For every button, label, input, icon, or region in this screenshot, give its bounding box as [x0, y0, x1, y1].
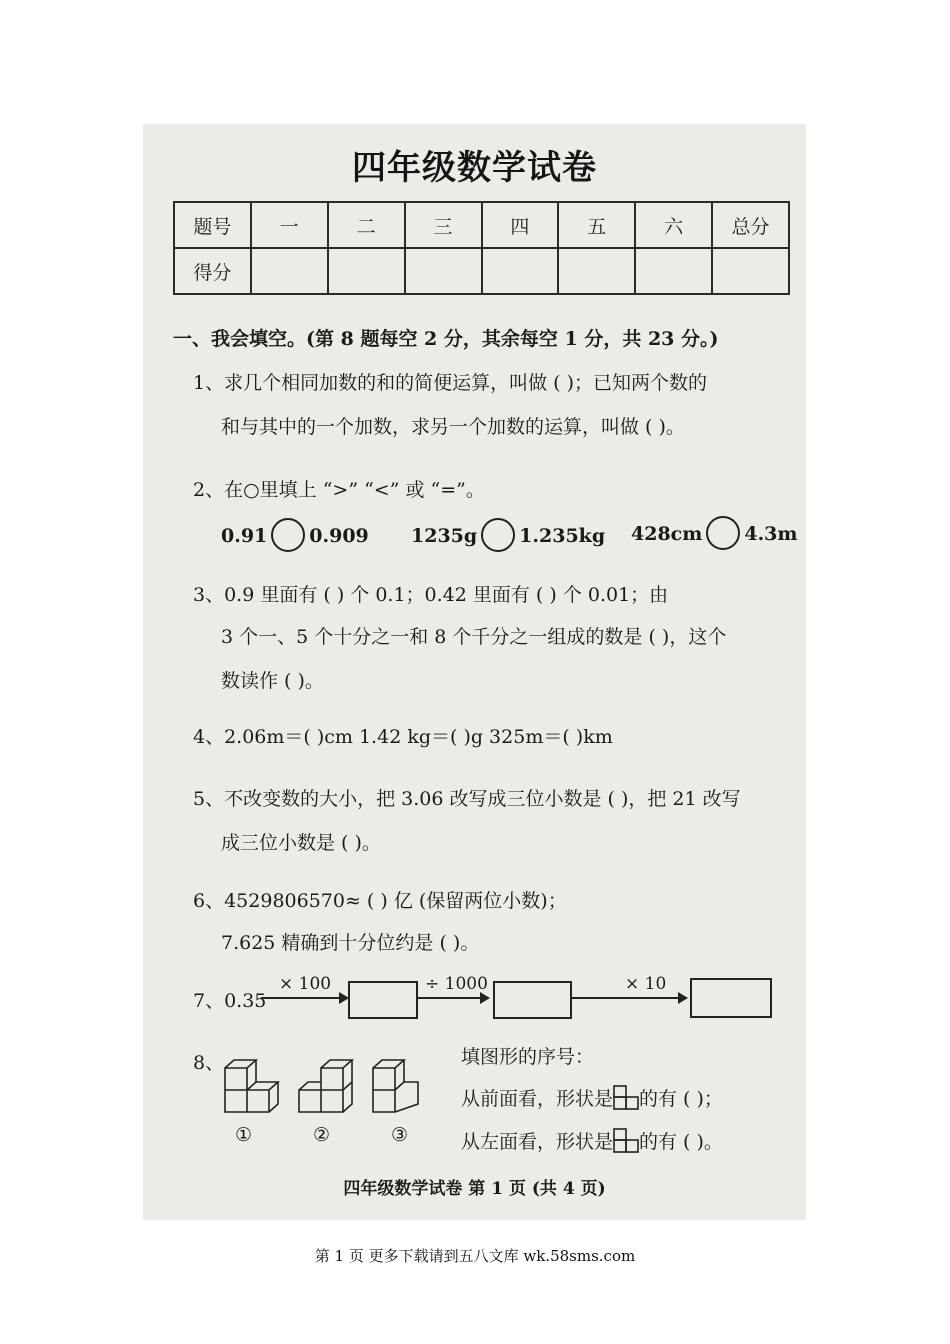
left-view-answer: 的有 ( )。	[639, 1131, 723, 1153]
question-8-front-view	[461, 1084, 723, 1113]
question-1-line-1: 1、求几个相同加数的和的简便运算，叫做 ( )；已知两个数的	[193, 372, 707, 394]
exam-title: 四年级数学试卷	[352, 148, 597, 188]
figure-label-1: ①	[235, 1124, 253, 1146]
figure-label-2: ②	[313, 1124, 331, 1146]
answer-box-3[interactable]	[690, 978, 772, 1018]
q2-right-value: 0.909	[309, 525, 369, 547]
question-2-line-1: 2、在○里填上 “>” “<” 或 “=”。	[193, 479, 485, 501]
grid-shape-icon	[613, 1085, 639, 1111]
left-view-text: 从左面看，形状是	[461, 1131, 614, 1153]
question-8-left-view	[461, 1127, 723, 1156]
q2-left-value: 1235g	[411, 525, 478, 547]
download-note: 第 1 页 更多下载请到五八文库 wk.58sms.com	[314, 1247, 636, 1265]
score-header-cell: 一	[251, 202, 328, 248]
question-3-line-1: 3、0.9 里面有 ( ) 个 0.1；0.42 里面有 ( ) 个 0.01；由	[193, 584, 669, 606]
exam-paper	[143, 124, 806, 1220]
figure-2-cubes	[299, 1060, 352, 1112]
question-5-line-1: 5、不改变数的大小，把 3.06 改写成三位小数是 ( )，把 21 改写	[193, 788, 741, 810]
figure-1-cubes	[225, 1060, 278, 1112]
score-header-cell: 二	[328, 202, 405, 248]
q2-right-value: 4.3m	[744, 523, 798, 545]
page-footer: 四年级数学试卷 第 1 页 (共 4 页)	[343, 1179, 606, 1199]
front-view-answer: 的有 ( )；	[639, 1088, 723, 1110]
score-header-cell: 五	[558, 202, 635, 248]
score-header-cell: 总分	[712, 202, 789, 248]
operation-divide-1000: ÷ 1000	[425, 974, 488, 994]
question-8-label: 8、	[193, 1052, 225, 1074]
question-7-start: 7、0.35	[193, 990, 267, 1012]
question-8-prompt: 填图形的序号：	[461, 1046, 595, 1068]
question-3-line-3: 数读作 ( )。	[221, 670, 324, 692]
question-5-line-2: 成三位小数是 ( )。	[221, 832, 381, 854]
score-header-cell: 六	[635, 202, 712, 248]
front-view-text: 从前面看，形状是	[461, 1088, 614, 1110]
q2-left-value: 428cm	[631, 523, 703, 545]
figure-3-cubes	[373, 1060, 418, 1112]
question-1-line-2: 和与其中的一个加数，求另一个加数的运算，叫做 ( )。	[221, 416, 685, 438]
answer-box-2[interactable]	[493, 981, 572, 1019]
answer-box-1[interactable]	[348, 981, 418, 1019]
question-6-line-1: 6、4529806570≈ ( ) 亿 (保留两位小数)；	[193, 890, 567, 912]
figure-label-3: ③	[391, 1124, 409, 1146]
score-header-cell: 四	[482, 202, 559, 248]
operation-times-10: × 10	[625, 974, 667, 994]
operation-times-100: × 100	[279, 974, 332, 994]
score-header-cell: 三	[405, 202, 482, 248]
question-6-line-2: 7.625 精确到十分位约是 ( )。	[221, 932, 480, 954]
score-header-cell: 题号	[174, 202, 251, 248]
question-3-line-2: 3 个一、5 个十分之一和 8 个千分之一组成的数是 ( )，这个	[221, 626, 727, 648]
grid-shape-icon	[613, 1128, 639, 1154]
section-heading: 一、我会填空。(第 8 题每空 2 分，其余每空 1 分，共 23 分。)	[173, 328, 719, 350]
question-4-line: 4、2.06m＝( )cm 1.42 kg＝( )g 325m＝( )km	[193, 726, 613, 748]
q2-right-value: 1.235kg	[519, 525, 606, 547]
score-row-label: 得分	[174, 248, 251, 294]
q2-left-value: 0.91	[221, 525, 268, 547]
